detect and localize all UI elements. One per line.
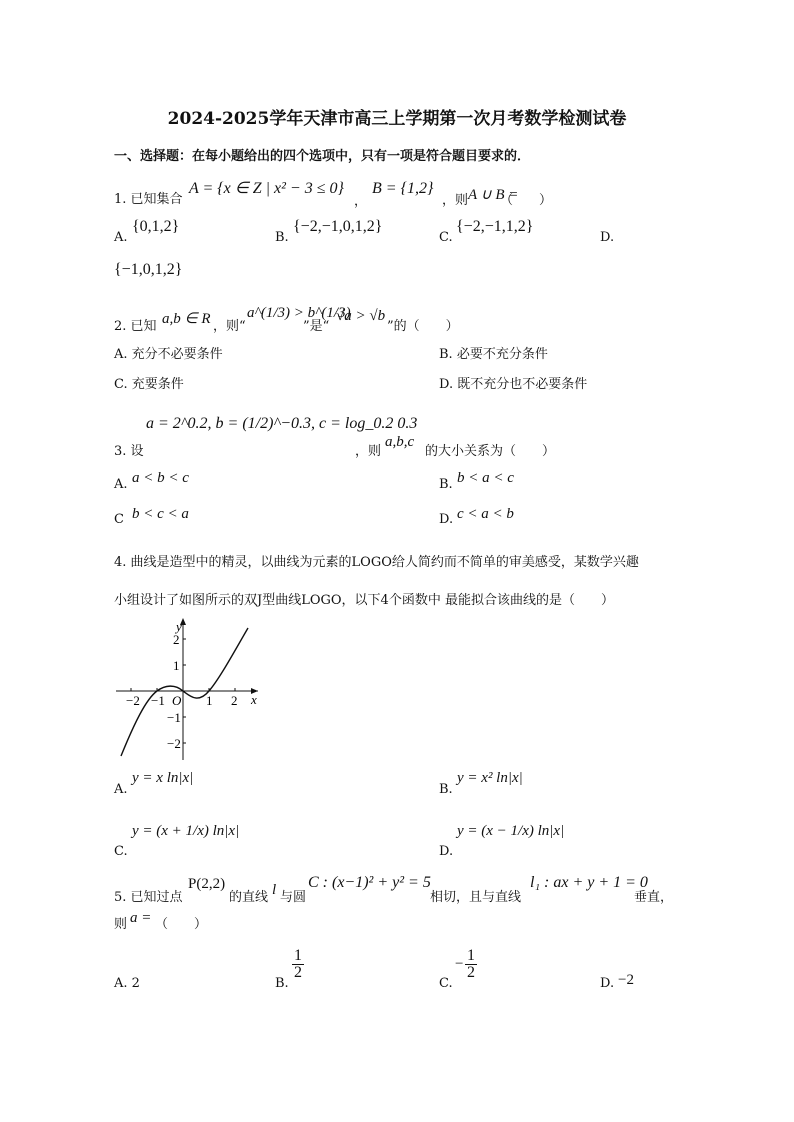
q2-mid2: ”是“ [303, 319, 330, 334]
q4-line-1: 4. 曲线是造型中的精灵，以曲线为元素的LOGO给人简约而不简单的审美感受，某数学兴趣 [114, 555, 639, 570]
q5-option-c-sign: − [455, 956, 464, 972]
q5-mid4: 垂直， [634, 890, 674, 905]
q3-option-d: c < a < b [457, 506, 514, 522]
q5-option-b-num: 1 [294, 947, 302, 964]
q5-option-d-label: D. [600, 976, 615, 991]
q5-option-d: −2 [618, 972, 634, 988]
q5-paren: （ ） [155, 917, 208, 932]
q1-union: A ∪ B = [468, 187, 519, 203]
q4-option-b: y = x² ln|x| [457, 770, 523, 786]
x-tick-neg2: −2 [126, 693, 140, 708]
q2-option-a: A. 充分不必要条件 [114, 347, 223, 362]
q3-option-c: b < c < a [132, 506, 189, 522]
q3-number: 3. 设 [114, 444, 144, 459]
y-tick-neg1: −1 [167, 710, 181, 725]
y-tick-neg2: −2 [167, 736, 181, 751]
q1-option-a: {0,1,2} [132, 218, 180, 235]
q1-set-a: A = {x ∈ Z | x² − 3 ≤ 0} [189, 180, 344, 197]
q1-option-c-label: C. [439, 230, 453, 245]
q5-mid1: 的直线 [229, 890, 269, 905]
q1-comma: ， [354, 194, 368, 209]
q5-mid3: 相切，且与直线 [430, 890, 522, 905]
q2-cond2: √a > √b [336, 308, 386, 324]
q3-expression: a = 2^0.2, b = (1/2)^−0.3, c = log_0.2 0.3 [146, 415, 418, 432]
q3-end: 的大小关系为（ ） [425, 444, 556, 459]
q3-option-c-label: C [114, 512, 124, 527]
q1-stem [114, 188, 183, 207]
q1-set-b: B = {1,2} [372, 180, 434, 197]
q4-option-d: y = (x − 1/x) ln|x| [457, 823, 565, 839]
q5-point: P(2,2) [188, 876, 226, 892]
q4-graph [112, 614, 262, 762]
q5-mid2: 与圆 [280, 890, 307, 905]
q5-l: l [272, 882, 277, 898]
q1-option-b-label: B. [275, 230, 289, 245]
q2-ab: a,b ∈ R [162, 311, 211, 327]
q2-option-d: D. 既不充分也不必要条件 [439, 377, 588, 392]
q2-option-b: B. 必要不充分条件 [439, 347, 548, 362]
q3-option-a: a < b < c [132, 470, 189, 486]
q4-line-2: 小组设计了如图所示的双J型曲线LOGO，以下4个函数中 最能拟合该曲线的是（ ） [114, 593, 614, 608]
q1-number: 1. 已知集合 [114, 192, 183, 207]
q4-option-c: y = (x + 1/x) ln|x| [132, 823, 240, 839]
q5-line2: 则 [114, 917, 128, 932]
q1-option-a-label: A. [114, 230, 128, 245]
q5-option-b-den: 2 [294, 964, 302, 981]
curve [121, 628, 248, 756]
q3-option-a-label: A. [114, 477, 128, 492]
y-tick-1: 1 [173, 658, 180, 673]
q5-circle: C : (x−1)² + y² = 5 [308, 874, 431, 891]
q5-option-c-den: 2 [467, 964, 475, 981]
q5-option-c-label: C. [439, 976, 453, 991]
q3-option-b-label: B. [439, 477, 453, 492]
q1-option-c: {−2,−1,1,2} [456, 218, 534, 235]
q3-option-d-label: D. [439, 512, 454, 527]
x-axis-label: x [251, 692, 257, 707]
q5-option-a: A. 2 [114, 976, 140, 991]
q3-abc: a,b,c [385, 434, 415, 450]
q5-option-c [465, 948, 477, 981]
page-title: 2024-2025学年天津市高三上学期第一次月考数学检测试卷 [167, 109, 627, 129]
q3-option-b: b < a < c [457, 470, 514, 486]
y-axis-label: y [176, 619, 182, 634]
x-tick-neg1: −1 [151, 693, 165, 708]
q4-option-a-label: A. [114, 782, 128, 797]
q1-then: ，则 [442, 193, 469, 208]
origin-label: O [172, 693, 182, 708]
x-tick-1: 1 [206, 693, 213, 708]
q4-option-d-label: D. [439, 844, 454, 859]
q5-line: l₁ : ax + y + 1 = 0 [530, 874, 648, 891]
q3-then: ，则 [355, 444, 382, 459]
q5-number: 5. 已知过点 [114, 890, 183, 905]
section-heading: 一、选择题：在每小题给出的四个选项中，只有一项是符合题目要求的． [114, 149, 531, 164]
q4-option-b-label: B. [439, 782, 453, 797]
x-tick-2: 2 [231, 693, 238, 708]
q5-option-b-label: B. [275, 976, 289, 991]
q1-option-d: {−1,0,1,2} [114, 261, 183, 278]
q4-option-c-label: C. [114, 844, 128, 859]
q5-option-b [292, 948, 304, 981]
q2-cond1: a^(1/3) > b^(1/3) [247, 305, 351, 321]
q1-option-b: {−2,−1,0,1,2} [293, 218, 383, 235]
q5-a-eq: a = [130, 910, 152, 926]
q5-option-c-num: 1 [467, 947, 475, 964]
q1-option-d-label: D. [600, 230, 615, 245]
q1-paren: （ ） [500, 193, 553, 208]
q2-mid1: ，则“ [213, 319, 246, 334]
q4-option-a: y = x ln|x| [132, 770, 194, 786]
y-tick-2: 2 [173, 632, 180, 647]
q2-option-c: C. 充要条件 [114, 377, 184, 392]
q2-end: ”的（ ） [387, 319, 459, 334]
q2-number: 2. 已知 [114, 319, 157, 334]
